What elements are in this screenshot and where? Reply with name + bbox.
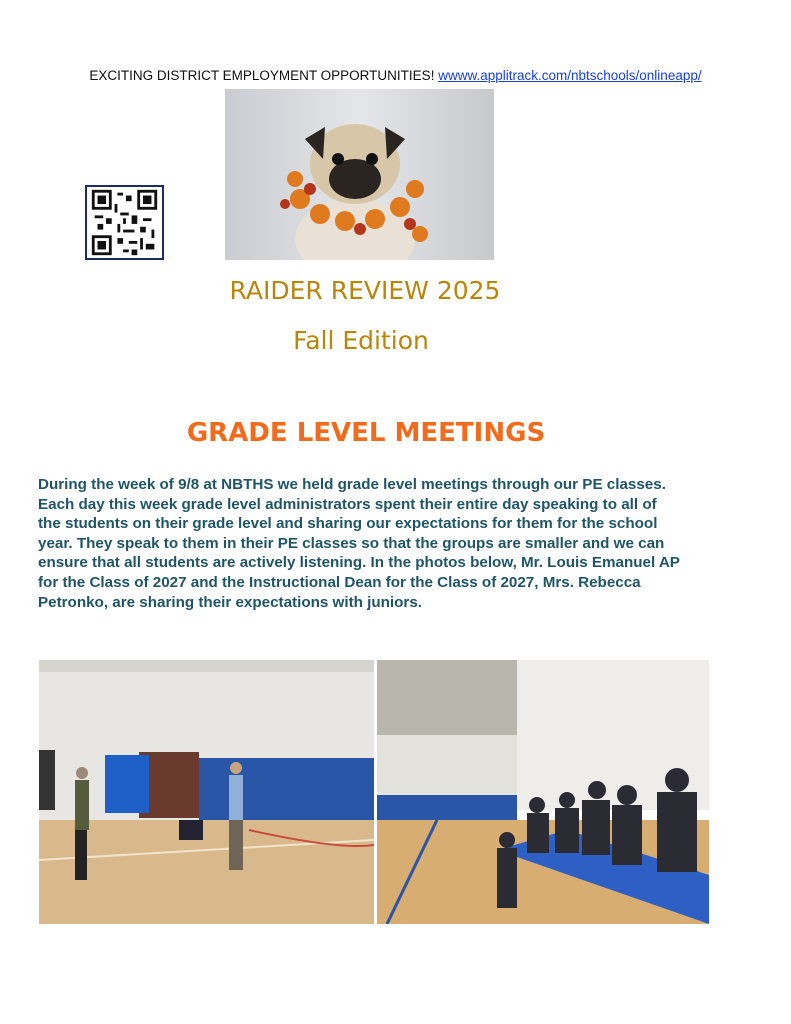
employment-banner [0,68,791,83]
body-line: Each day this week grade level administrators spent their entire day speaking to all of [38,495,657,513]
body-line: ensure that all students are actively listening. In the photos below, Mr. Louis Emanuel AP [38,554,680,572]
body-line: the students on their grade level and sharing our expectations for them for the school [38,515,658,533]
qr-code-icon [87,187,162,258]
article-heading: GRADE LEVEL MEETINGS [186,418,546,448]
pug-photo [225,89,494,260]
banner-text: EXCITING DISTRICT EMPLOYMENT OPPORTUNITIES! [89,68,435,83]
gym-presentation-photo [39,660,374,924]
students-bleachers-photo [377,660,709,924]
article-body [38,475,768,612]
body-line: Petronko, are sharing their expectations with juniors. [38,593,422,611]
qr-code[interactable] [85,185,164,260]
edition-label: Fall Edition [293,326,429,355]
body-line: year. They speak to them in their PE classes so that the groups are smaller and we can [38,534,665,552]
application-link[interactable]: wwww.applitrack.com/nbtschools/onlineapp/ [438,68,702,83]
newsletter-title: RAIDER REVIEW 2025 [229,276,501,305]
body-line: During the week of 9/8 at NBTHS we held grade level meetings through our PE classes. [38,476,666,493]
body-line: for the Class of 2027 and the Instructional Dean for the Class of 2027, Mrs. Rebecca [38,573,641,591]
